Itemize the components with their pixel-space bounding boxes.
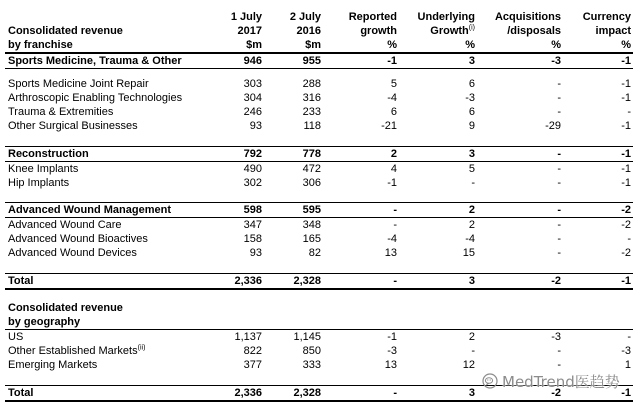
value-jul-2017-value: 1,137: [234, 331, 262, 343]
value-currency-impact: -1: [621, 78, 631, 90]
section-title-line: by franchise: [8, 39, 73, 51]
value-acquisitions-disposals: -: [557, 106, 561, 118]
column-header-text: growth: [360, 25, 397, 37]
value-underlying-growth: 15: [462, 247, 475, 259]
value-currency-impact: -2: [621, 247, 631, 259]
value-currency-impact: -1: [621, 120, 631, 132]
value-jul-2017-value: 490: [243, 163, 262, 175]
value-reported-growth: -3: [387, 345, 397, 357]
value-jul-2017-value: 93: [249, 247, 262, 259]
value-jul-2017-value: 93: [249, 120, 262, 132]
row-label-text: Knee Implants: [8, 163, 79, 175]
column-header-line3: [477, 38, 561, 52]
value-jul-2017-value: 598: [243, 204, 262, 216]
value-jul-2016-value: 850: [302, 345, 321, 357]
value-underlying-growth: 3: [468, 148, 475, 160]
value-acquisitions-disposals: -: [557, 177, 561, 189]
value-jul-2016-value: 595: [302, 204, 321, 216]
column-header-text: Reported: [348, 11, 397, 23]
row-label-text: Advanced Wound Care: [8, 219, 122, 231]
column-header-line2: [477, 24, 561, 38]
value-currency-impact: 1: [624, 359, 631, 371]
column-header-line1: [215, 10, 262, 24]
column-header-jul-2017-value: [215, 10, 264, 52]
row-advanced-wound-care: [5, 218, 633, 232]
value-underlying-growth: 2: [468, 331, 475, 343]
value-jul-2017-value: 347: [243, 219, 262, 231]
column-header-line1: [563, 10, 631, 24]
value-currency-impact: -1: [621, 163, 631, 175]
row-label-text: Reconstruction: [8, 148, 89, 160]
row-label: [5, 330, 215, 344]
column-header-line2: [323, 24, 397, 38]
value-jul-2016-value: 778: [302, 148, 321, 160]
value-acquisitions-disposals: -: [557, 247, 561, 259]
row-label: [5, 77, 215, 91]
value-currency-impact: -1: [621, 387, 631, 399]
value-underlying-growth: 2: [468, 204, 475, 216]
row-label: [5, 54, 215, 68]
value-reported-growth: 4: [390, 163, 397, 175]
column-header-line2: [399, 24, 475, 38]
section-title-line: Consolidated revenue: [8, 25, 123, 37]
row-label: [5, 119, 215, 133]
footnote-marker: (i): [468, 24, 475, 32]
row-label: [5, 218, 215, 232]
row-label-text: Advanced Wound Management: [8, 204, 171, 216]
value-jul-2017-value: 246: [243, 106, 262, 118]
value-underlying-growth: 6: [468, 78, 475, 90]
column-header-text: %: [387, 39, 397, 51]
value-jul-2016-value: 2,328: [293, 387, 321, 399]
row-arthroscopic-enabling-technologies: [5, 91, 633, 105]
row-sports-medicine-joint-repair: [5, 77, 633, 91]
value-reported-growth: -1: [387, 55, 397, 67]
row-spacer: [5, 190, 633, 202]
column-header-text: Acquisitions: [494, 11, 561, 23]
value-acquisitions-disposals: -: [557, 163, 561, 175]
value-underlying-growth: 3: [468, 275, 475, 287]
wechat-icon: [482, 373, 498, 389]
value-jul-2016-value: 288: [302, 78, 321, 90]
value-jul-2017-value: 377: [243, 359, 262, 371]
row-label: [5, 91, 215, 105]
value-acquisitions-disposals: -: [557, 204, 561, 216]
value-jul-2017-value: 303: [243, 78, 262, 90]
value-reported-growth: -: [393, 219, 397, 231]
value-reported-growth: 13: [384, 359, 397, 371]
row-label-text: Total: [8, 275, 34, 287]
column-header-line3: [399, 38, 475, 52]
geography-header-row: [5, 301, 633, 330]
value-acquisitions-disposals: -2: [551, 275, 561, 287]
column-header-text: /disposals: [507, 25, 561, 37]
row-label: [5, 162, 215, 176]
row-knee-implants: [5, 162, 633, 176]
row-label-text: Total: [8, 387, 34, 399]
row-label-text: Arthroscopic Enabling Technologies: [8, 92, 183, 104]
column-header-jul-2016-value: [264, 10, 323, 52]
value-underlying-growth: 2: [468, 219, 475, 231]
value-jul-2017-value: 792: [243, 148, 262, 160]
value-acquisitions-disposals: -: [557, 219, 561, 231]
column-header-line3: [323, 38, 397, 52]
column-header-text: $m: [246, 39, 262, 51]
value-underlying-growth: 6: [468, 106, 475, 118]
row-label: [5, 105, 215, 119]
row-spacer: [5, 290, 633, 301]
value-acquisitions-disposals: -3: [551, 55, 561, 67]
row-trauma-extremities: [5, 105, 633, 119]
row-label-text: Other Established Markets: [8, 345, 138, 357]
section-title-line: by geography: [8, 316, 81, 328]
value-jul-2016-value: 955: [302, 55, 321, 67]
row-label-text: Advanced Wound Devices: [8, 247, 137, 259]
row-label: [5, 246, 215, 260]
column-header-line3: [215, 38, 262, 52]
value-currency-impact: -: [627, 106, 631, 118]
row-spacer: [5, 260, 633, 273]
column-header-currency-impact: [563, 10, 633, 52]
row-spacer: [5, 133, 633, 146]
row-label-text: Sports Medicine Joint Repair: [8, 78, 149, 90]
value-jul-2017-value: 302: [243, 177, 262, 189]
footnote-marker: (ii): [137, 344, 146, 352]
value-currency-impact: -: [627, 233, 631, 245]
row-label-text: US: [8, 331, 24, 343]
value-jul-2017-value: 946: [243, 55, 262, 67]
column-header-text: impact: [595, 25, 631, 37]
row-label-text: Sports Medicine, Trauma & Other: [8, 55, 182, 67]
row-label: [5, 147, 215, 161]
value-reported-growth: 6: [390, 106, 397, 118]
value-jul-2016-value: 82: [308, 247, 321, 259]
row-advanced-wound-management: [5, 202, 633, 218]
value-currency-impact: -: [627, 331, 631, 343]
column-header-line2: [215, 24, 262, 38]
column-header-text: Growth: [430, 25, 469, 37]
row-us: [5, 330, 633, 344]
value-underlying-growth: -4: [465, 233, 475, 245]
value-reported-growth: -: [393, 275, 397, 287]
value-currency-impact: -1: [621, 55, 631, 67]
value-reported-growth: -4: [387, 233, 397, 245]
row-label: [5, 274, 215, 288]
value-underlying-growth: -: [471, 345, 475, 357]
value-acquisitions-disposals: -: [557, 345, 561, 357]
column-header-line1: [477, 10, 561, 24]
column-header-reported-growth: [323, 10, 399, 52]
row-label-text: Emerging Markets: [8, 359, 98, 371]
value-jul-2016-value: 165: [302, 233, 321, 245]
row-label: [5, 344, 215, 358]
value-reported-growth: 2: [390, 148, 397, 160]
column-header-text: %: [465, 39, 475, 51]
column-header-line2: [264, 24, 321, 38]
franchise-total-row: [5, 273, 633, 290]
row-spacer: [5, 69, 633, 77]
section-title: [5, 301, 215, 329]
column-header-line3: [264, 38, 321, 52]
value-currency-impact: -1: [621, 148, 631, 160]
value-jul-2016-value: 348: [302, 219, 321, 231]
value-reported-growth: -21: [381, 120, 397, 132]
value-jul-2016-value: 333: [302, 359, 321, 371]
value-reported-growth: -: [393, 387, 397, 399]
row-other-surgical-businesses: [5, 119, 633, 133]
column-header-text: Underlying: [417, 11, 475, 23]
row-other-established-markets: [5, 344, 633, 358]
row-advanced-wound-devices: [5, 246, 633, 260]
row-label: [5, 386, 215, 400]
column-header-line1: [323, 10, 397, 24]
value-acquisitions-disposals: -3: [551, 331, 561, 343]
row-label: [5, 203, 215, 217]
value-reported-growth: 5: [390, 78, 397, 90]
value-currency-impact: -1: [621, 177, 631, 189]
value-currency-impact: -3: [621, 345, 631, 357]
value-currency-impact: -2: [621, 204, 631, 216]
value-acquisitions-disposals: -: [557, 148, 561, 160]
column-header-line3: [563, 38, 631, 52]
row-label-text: Advanced Wound Bioactives: [8, 233, 148, 245]
value-underlying-growth: 9: [468, 120, 475, 132]
column-header-text: %: [621, 39, 631, 51]
value-currency-impact: -1: [621, 92, 631, 104]
column-header-text: Currency: [582, 11, 631, 23]
value-underlying-growth: 3: [468, 55, 475, 67]
franchise-header-row: [5, 10, 633, 54]
value-acquisitions-disposals: -: [557, 359, 561, 371]
row-reconstruction: [5, 146, 633, 162]
value-underlying-growth: -: [471, 177, 475, 189]
column-header-text: $m: [305, 39, 321, 51]
value-jul-2017-value: 2,336: [234, 387, 262, 399]
value-currency-impact: -1: [621, 275, 631, 287]
watermark-text: MedTrend医趋势: [502, 372, 620, 391]
column-header-text: 2016: [296, 25, 321, 37]
value-underlying-growth: 3: [468, 387, 475, 399]
row-label: [5, 232, 215, 246]
column-header-line1: [399, 10, 475, 24]
value-underlying-growth: 5: [468, 163, 475, 175]
value-reported-growth: -: [393, 204, 397, 216]
revenue-table: [5, 10, 633, 402]
column-header-text: 2017: [237, 25, 262, 37]
value-reported-growth: -4: [387, 92, 397, 104]
value-jul-2016-value: 472: [302, 163, 321, 175]
row-label-text: Other Surgical Businesses: [8, 120, 138, 132]
row-label-text: Trauma & Extremities: [8, 106, 114, 118]
value-jul-2017-value: 2,336: [234, 275, 262, 287]
row-hip-implants: [5, 176, 633, 190]
value-acquisitions-disposals: -: [557, 78, 561, 90]
column-header-underlying-growth: [399, 10, 477, 52]
column-header-line1: [264, 10, 321, 24]
value-acquisitions-disposals: -29: [545, 120, 561, 132]
column-header-text: 1 July: [230, 11, 262, 23]
section-title: [5, 10, 215, 52]
column-header-line2: [563, 24, 631, 38]
value-reported-growth: -1: [387, 177, 397, 189]
value-underlying-growth: 12: [462, 359, 475, 371]
column-header-text: %: [551, 39, 561, 51]
column-header-acquisitions-disposals: [477, 10, 563, 52]
watermark: [482, 371, 620, 391]
value-jul-2016-value: 233: [302, 106, 321, 118]
value-jul-2016-value: 316: [302, 92, 321, 104]
value-jul-2017-value: 822: [243, 345, 262, 357]
value-underlying-growth: -3: [465, 92, 475, 104]
value-reported-growth: -1: [387, 331, 397, 343]
value-currency-impact: -2: [621, 219, 631, 231]
section-title-line: Consolidated revenue: [8, 302, 123, 314]
row-label-text: Hip Implants: [8, 177, 70, 189]
value-jul-2016-value: 118: [303, 120, 321, 132]
value-jul-2016-value: 306: [302, 177, 321, 189]
value-acquisitions-disposals: -2: [551, 387, 561, 399]
row-label: [5, 176, 215, 190]
value-acquisitions-disposals: -: [557, 92, 561, 104]
column-header-text: 2 July: [289, 11, 321, 23]
value-reported-growth: 13: [384, 247, 397, 259]
value-jul-2016-value: 1,145: [293, 331, 321, 343]
value-acquisitions-disposals: -: [557, 233, 561, 245]
value-jul-2017-value: 158: [243, 233, 262, 245]
value-jul-2016-value: 2,328: [293, 275, 321, 287]
row-sports-medicine-trauma-other: [5, 54, 633, 69]
row-advanced-wound-bioactives: [5, 232, 633, 246]
value-jul-2017-value: 304: [243, 92, 262, 104]
row-label: [5, 358, 215, 372]
